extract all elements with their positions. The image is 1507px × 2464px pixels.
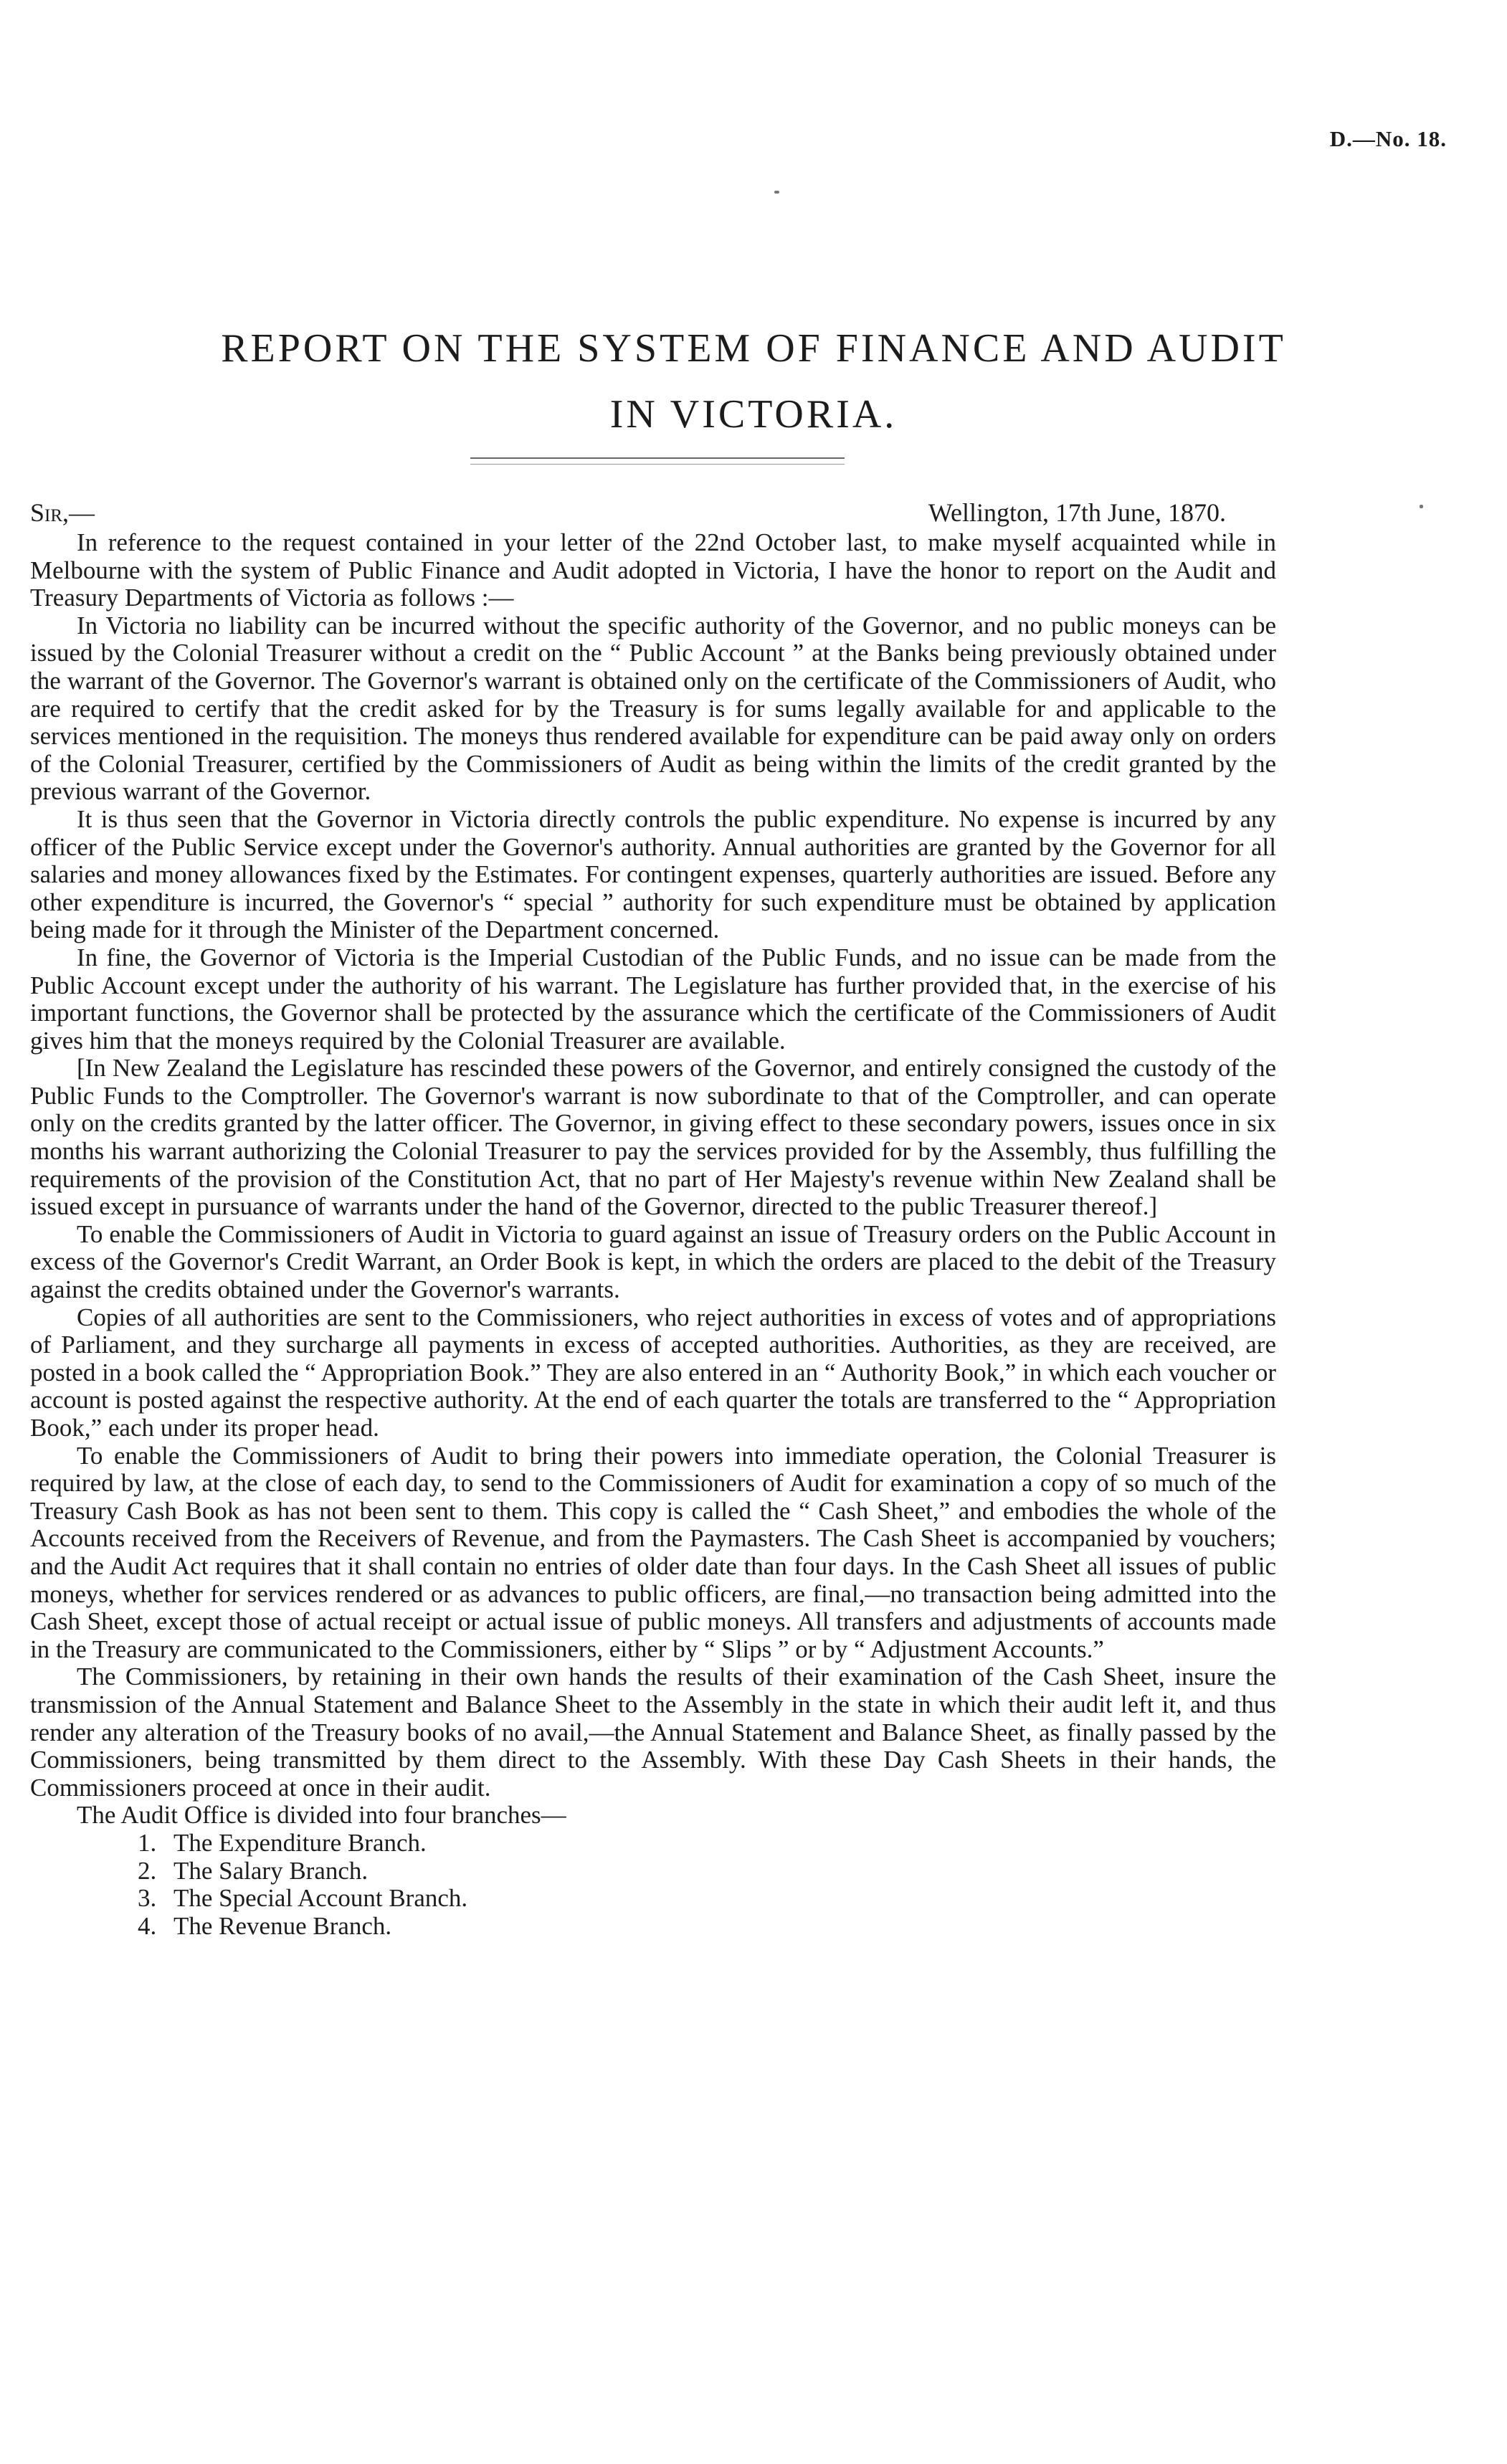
paragraph: In fine, the Governor of Victoria is the Imperial Custodian of the Public Funds, and no issue can be made from the Public Account except under the authority of his warrant. The Legislature has further provided that, in the exercise of his important functions, the Governor shall be protected by the assurance which the certificate of the Commissioners of Audit gives him that the moneys required by the Colonial Treasurer are available. [30,943,1276,1055]
letter-body [30,529,1276,1940]
print-speck [1420,505,1423,508]
list-item [138,1830,1276,1857]
list-item [138,1885,1276,1913]
page-reference: D.—No. 18. [1329,126,1447,151]
list-label: The Special Account Branch. [173,1884,468,1913]
paragraph: It is thus seen that the Governor in Victoria directly controls the public expenditure. No expense is incurred by any officer of the Public Service except under the Governor's authority. Annual authorities are granted by the Governor for all salaries and money allowances fixed by the Estimates. For contingent expenses, quarterly authorities are issued. Before any other expenditure is incurred, the Governor's “ special ” authority for such expenditure must be obtained by application being made for it through the Minister of the Department concerned. [30,804,1276,944]
paragraph: To enable the Commissioners of Audit in Victoria to guard against an issue of Treasury orders on the Public Account in excess of the Governor's Credit Warrant, an Order Book is kept, in which the orders are placed to the debit of the Treasury against the credits obtained under the Governor's warrants. [30,1219,1276,1304]
list-label: The Expenditure Branch. [173,1828,427,1857]
list-number: 1. [138,1828,157,1857]
paragraph: To enable the Commissioners of Audit to bring their powers into immediate operation, the Colonial Treasurer is required by law, at the close of each day, to send to the Commissioners of Audit for examination a copy of so much of the Treasury Cash Book as has not been sent to them. This copy is called the “ Cash Sheet,” and embodies the whole of the Accounts received from the Receivers of Revenue, and from the Paymasters. The Cash Sheet is accompanied by vouchers; and the Audit Act requires that it shall contain no entries of older date than four days. In the Cash Sheet all issues of public moneys, whether for services rendered or as advances to public officers, are final,—no transaction being admitted into the Cash Sheet, except those of actual receipt or actual issue of public moneys. All transfers and adjustments of accounts made in the Treasury are communicated to the Commissioners, either by “ Slips ” or by “ Adjustment Accounts.” [30,1441,1276,1663]
report-title-line-1: REPORT ON THE SYSTEM OF FINANCE AND AUDIT [221,326,1286,371]
salutation: Sir,— [30,498,95,527]
paragraph: The Commissioners, by retaining in their own hands the results of their examination of the Cash Sheet, insure the transmission of the Annual Statement and Balance Sheet to the Assembly in the state in which their audit left it, and thus render any alteration of the Treasury books of no avail,—the Annual Statement and Balance Sheet, as finally passed by the Commissioners, being transmitted by them direct to the Assembly. With these Day Cash Sheets in their hands, the Commissioners proceed at once in their audit. [30,1663,1276,1802]
list-item [138,1913,1276,1941]
list-item [138,1857,1276,1885]
paragraph: In Victoria no liability can be incurred without the specific authority of the Governor, and no public moneys can be issued by the Colonial Treasurer without a credit on the “ Public Account ” at the Banks being previously obtained under the warrant of the Governor. The Governor's warrant is obtained only on the certificate of the Commissioners of Audit, who are required to certify that the credit asked for by the Treasury is for sums legally available for and applicable to the services mentioned in the requisition. The moneys thus rendered available for expenditure can be paid away only on orders of the Colonial Treasurer, certified by the Commissioners of Audit as being within the limits of the credit granted by the previous warrant of the Governor. [30,611,1276,806]
list-number: 4. [138,1911,157,1940]
paragraph: Copies of all authorities are sent to the Commissioners, who reject authorities in excess of votes and of appropriations of Parliament, and they surcharge all payments in excess of accepted authorities. Authorities, as they are received, are posted in a book called the “ Appropriation Book.” They are also entered in an “ Authority Book,” in which each voucher or account is posted against the respective authority. At the end of each quarter the totals are transferred to the “ Appropriation Book,” each under its proper head. [30,1303,1276,1442]
dateline: Wellington, 17th June, 1870. [928,498,1226,527]
branch-list [30,1830,1276,1940]
paragraph: [In New Zealand the Legislature has rescinded these powers of the Governor, and entirely consigned the custody of the Public Funds to the Comptroller. The Governor's warrant is now subordinate to that of the Comptroller, and can operate only on the credits granted by the latter officer. The Governor, in giving effect to these secondary powers, issues once in six months his warrant authorizing the Colonial Treasurer to pay the services provided for by the Assembly, thus fulfilling the requirements of the provision of the Constitution Act, that no part of Her Majesty's revenue within New Zealand shall be issued except in pursuance of warrants under the hand of the Governor, directed to the public Treasurer thereof.] [30,1054,1276,1221]
print-speck [774,191,779,194]
paragraph: The Audit Office is divided into four branches— [77,1801,566,1830]
list-label: The Revenue Branch. [173,1911,392,1940]
list-label: The Salary Branch. [173,1856,369,1885]
title-divider [470,457,845,465]
report-title [0,315,1507,447]
list-number: 2. [138,1856,157,1885]
paragraph: In reference to the request contained in your letter of the 22nd October last, to make myself acquainted while in Melbourne with the system of Public Finance and Audit adopted in Victoria, I have the honor to report on the Audit and Treasury Departments of Victoria as follows :— [30,528,1276,612]
list-number: 3. [138,1884,157,1913]
report-title-line-2: IN VICTORIA. [609,392,898,437]
